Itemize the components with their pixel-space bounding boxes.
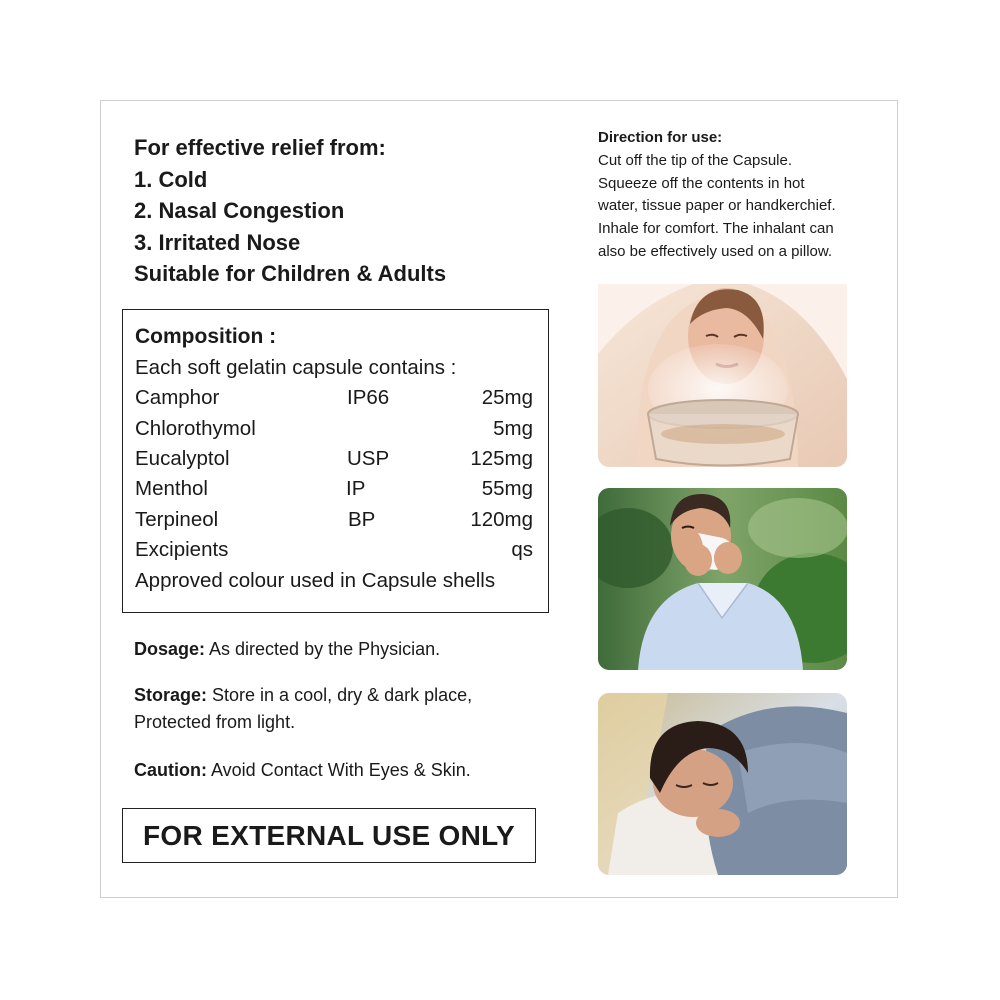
- ingredient-standard: IP: [346, 477, 366, 500]
- relief-heading: For effective relief from:: [134, 135, 386, 160]
- ingredient-name: Terpineol: [135, 508, 219, 531]
- external-use-notice: FOR EXTERNAL USE ONLY: [122, 808, 536, 863]
- ingredient-name: Menthol: [135, 477, 208, 500]
- composition-subtitle: Each soft gelatin capsule contains :: [135, 356, 457, 379]
- directions-line: also be effectively used on a pillow.: [598, 242, 833, 260]
- relief-item-nasal-congestion: 2. Nasal Congestion: [134, 198, 345, 223]
- relief-item-irritated-nose: 3. Irritated Nose: [134, 229, 301, 255]
- composition-row-menthol: [135, 477, 533, 507]
- caution-label: Caution:: [134, 760, 207, 780]
- ingredient-amount: 5mg: [493, 417, 533, 440]
- storage-value-line1: Store in a cool, dry & dark place,: [207, 685, 473, 705]
- dosage-label: Dosage:: [134, 639, 206, 659]
- ingredient-name: Excipients: [135, 538, 229, 561]
- ingredient-name: Eucalyptol: [135, 447, 230, 470]
- relief-item-cold: 1. Cold: [134, 166, 208, 192]
- composition-title: Composition :: [135, 325, 277, 348]
- composition-row-camphor: [135, 386, 533, 416]
- storage-value-line2: Protected from light.: [134, 712, 296, 732]
- directions-heading: Direction for use:: [598, 129, 723, 146]
- caution-text: [134, 757, 471, 784]
- ingredient-name: Camphor: [135, 386, 220, 409]
- directions-line: Squeeze off the contents in hot: [598, 174, 805, 192]
- caution-value: Avoid Contact With Eyes & Skin.: [206, 760, 471, 780]
- woman-sleeping-photo: [598, 693, 847, 875]
- ingredient-name: Chlorothymol: [135, 417, 256, 440]
- directions-line: water, tissue paper or handkerchief.: [598, 197, 836, 215]
- man-sneezing-photo: [598, 488, 847, 670]
- ingredient-standard: BP: [348, 508, 376, 531]
- storage-label: Storage:: [134, 685, 208, 705]
- directions-line: Cut off the tip of the Capsule.: [598, 151, 793, 169]
- ingredient-standard: USP: [347, 447, 390, 470]
- composition-row-excipients: [135, 538, 533, 568]
- relief-section: [134, 132, 446, 290]
- ingredient-amount: 125mg: [470, 447, 533, 470]
- composition-row-chlorothymol: [135, 417, 533, 447]
- ingredient-amount: 25mg: [481, 386, 533, 409]
- relief-suitability: Suitable for Children & Adults: [134, 261, 447, 286]
- composition-row-eucalyptol: [135, 447, 533, 477]
- steam-inhalation-photo: [598, 284, 847, 467]
- storage-text: [134, 682, 472, 736]
- composition-footer: Approved colour used in Capsule shells: [135, 569, 496, 592]
- ingredient-standard: IP66: [347, 386, 390, 409]
- composition-row-terpineol: [135, 508, 533, 538]
- ingredient-amount: 55mg: [481, 477, 533, 500]
- dosage-text: [134, 636, 440, 663]
- directions-line: Inhale for comfort. The inhalant can: [598, 220, 834, 238]
- directions-section: [598, 127, 883, 264]
- ingredient-amount: 120mg: [470, 508, 533, 531]
- dosage-value: As directed by the Physician.: [205, 639, 441, 659]
- ingredient-amount: qs: [511, 538, 533, 561]
